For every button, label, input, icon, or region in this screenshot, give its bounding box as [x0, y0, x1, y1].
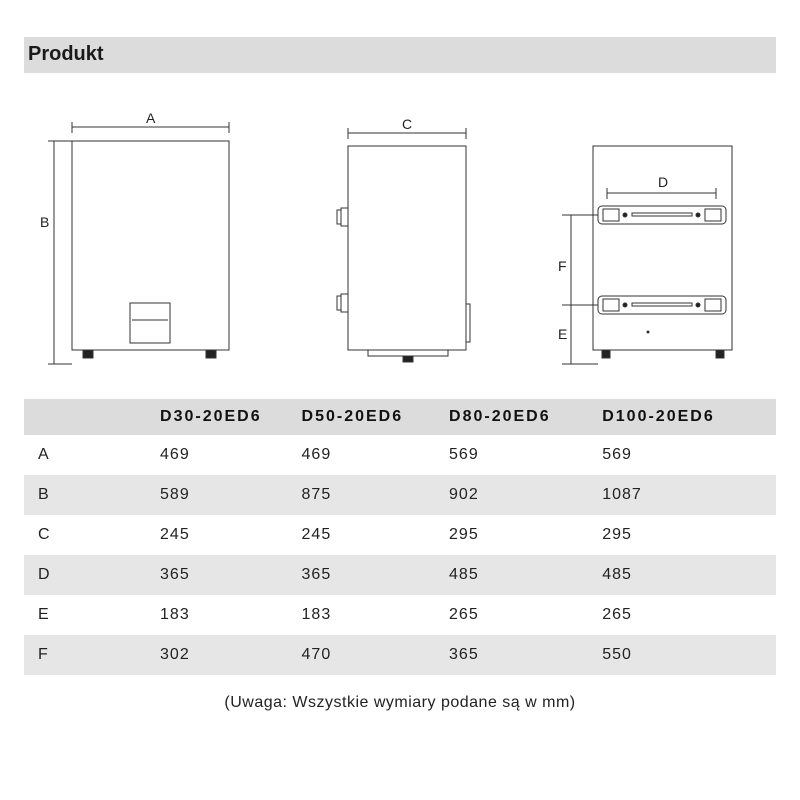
- row-label: B: [38, 486, 50, 503]
- table-cell: 295: [449, 526, 479, 543]
- table-cell: 902: [449, 486, 479, 503]
- table-cell: 485: [602, 566, 632, 583]
- table-row: [24, 515, 776, 555]
- dim-label-b: B: [40, 214, 50, 230]
- dimension-diagram: [0, 100, 800, 370]
- dim-label-c: C: [402, 116, 413, 132]
- table-row: [24, 435, 776, 475]
- table-row: [24, 475, 776, 515]
- side-view: [337, 128, 470, 362]
- table-cell: 470: [301, 646, 332, 663]
- table-cell: 550: [602, 646, 632, 663]
- table-cell: 245: [301, 526, 332, 543]
- table-cell: 365: [160, 566, 190, 583]
- dim-label-d: D: [658, 174, 669, 190]
- table-cell: 875: [301, 486, 332, 503]
- table-row: [24, 555, 776, 595]
- table-cell: 295: [602, 526, 632, 543]
- table-header-cell: D30-20ED6: [160, 408, 262, 425]
- table-cell: 265: [602, 606, 632, 623]
- table-cell: 265: [449, 606, 479, 623]
- table-cell: 183: [160, 606, 190, 623]
- row-label: C: [38, 526, 51, 543]
- section-title: Produkt: [28, 43, 104, 65]
- table-header-cell: D100-20ED6: [602, 408, 715, 425]
- section-header: [24, 37, 776, 73]
- table-cell: 365: [301, 566, 332, 583]
- row-label: F: [38, 646, 49, 663]
- dim-label-a: A: [146, 110, 156, 126]
- row-label: A: [38, 446, 50, 463]
- table-cell: 365: [449, 646, 479, 663]
- table-cell: 485: [449, 566, 479, 583]
- table-cell: 569: [449, 446, 479, 463]
- units-note: (Uwaga: Wszystkie wymiary podane są w mm): [224, 694, 576, 711]
- front-view: [48, 122, 229, 364]
- back-view: [562, 146, 732, 364]
- table-header-cell: [24, 399, 160, 435]
- table-header-row: [24, 399, 776, 435]
- table-header-cell: D80-20ED6: [449, 408, 551, 425]
- dimensions-table: [24, 399, 776, 675]
- row-label: D: [38, 566, 51, 583]
- dim-label-f: F: [558, 258, 567, 274]
- dim-label-e: E: [558, 326, 568, 342]
- table-cell: 183: [301, 606, 332, 623]
- table-cell: 589: [160, 486, 190, 503]
- table-header-cell: D50-20ED6: [301, 408, 404, 425]
- table-row: [24, 595, 776, 635]
- table-cell: 1087: [602, 486, 642, 503]
- table-row: [24, 635, 776, 675]
- table-cell: 245: [160, 526, 190, 543]
- table-cell: 302: [160, 646, 190, 663]
- row-label: E: [38, 606, 50, 623]
- table-cell: 469: [301, 446, 332, 463]
- table-cell: 569: [602, 446, 632, 463]
- table-cell: 469: [160, 446, 190, 463]
